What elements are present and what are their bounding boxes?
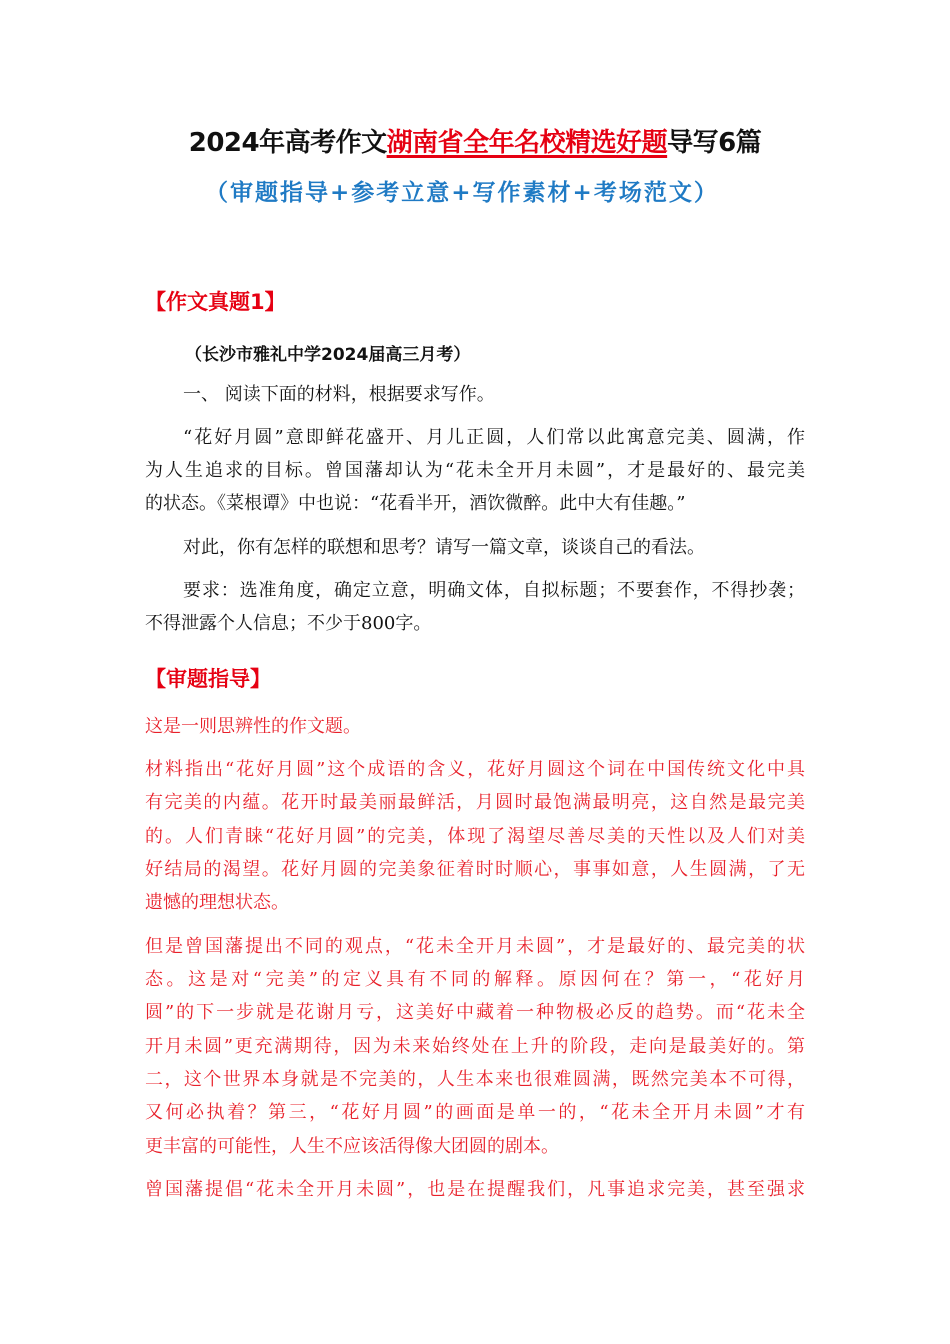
requirement-line: 要求：选准角度，确定立意，明确文体，自拟标题；不要套作，不得抄袭； [183,580,805,601]
title-suffix: 导写6篇 [667,128,762,158]
guide-line: 但是曾国藩提出不同的观点，“花未全开月未圆”，才是最好的、最完美的状 [145,936,805,957]
requirement-line: 不得泄露个人信息；不少于800字。 [145,613,432,634]
guide-line: 曾国藩提倡“花未全开月未圆”，也是在提醒我们，凡事追求完美，甚至强求 [145,1179,805,1200]
guide-line: 好结局的渴望。花好月圆的完美象征着时时顺心，事事如意，人生圆满，了无 [145,859,805,880]
guide-line: 遗憾的理想状态。 [145,892,289,913]
instruction: 一、 阅读下面的材料，根据要求写作。 [183,384,495,405]
document-title [0,122,950,159]
question-source: （长沙市雅礼中学2024届高三月考） [185,345,471,365]
guide-line: 态。这是对“完美”的定义具有不同的解释。原因何在？第一，“花好月 [145,969,805,990]
title-highlight: 湖南省全年名校精选好题 [386,128,668,158]
material-line: 为人生追求的目标。曾国藩却认为“花未全开月未圆”，才是最好的、最完美 [145,460,805,481]
guide-line: 又何必执着？第三，“花好月圆”的画面是单一的，“花未全开月未圆”才有 [145,1102,805,1123]
guide-line: 的。人们青睐“花好月圆”的完美，体现了渴望尽善尽美的天性以及人们对美 [145,826,805,847]
question-heading: 【作文真题1】 [145,290,286,314]
prompt: 对此，你有怎样的联想和思考？请写一篇文章，谈谈自己的看法。 [183,537,705,558]
guide-intro: 这是一则思辨性的作文题。 [145,716,361,737]
document-subtitle: （审题指导+参考立意+写作素材+考场范文） [205,179,719,206]
guide-line: 材料指出“花好月圆”这个成语的含义，花好月圆这个词在中国传统文化中具 [145,759,805,780]
material-line: “花好月圆”意即鲜花盛开、月儿正圆，人们常以此寓意完美、圆满，作 [183,427,805,448]
guide-line: 二，这个世界本身就是不完美的，人生本来也很难圆满，既然完美本不可得， [145,1069,805,1090]
guide-heading: 【审题指导】 [145,667,271,691]
title-prefix: 2024年高考作文 [188,128,387,158]
guide-line: 圆”的下一步就是花谢月亏，这美好中藏着一种物极必反的趋势。而“花未全 [145,1002,805,1023]
material-line: 的状态。《菜根谭》中也说：“花看半开，酒饮微醉。此中大有佳趣。” [145,493,686,514]
guide-line: 开月未圆”更充满期待，因为未来始终处在上升的阶段，走向是最美好的。第 [145,1036,805,1057]
guide-line: 有完美的内蕴。花开时最美丽最鲜活，月圆时最饱满最明亮，这自然是最完美 [145,792,805,813]
guide-line: 更丰富的可能性，人生不应该活得像大团圆的剧本。 [145,1136,559,1157]
